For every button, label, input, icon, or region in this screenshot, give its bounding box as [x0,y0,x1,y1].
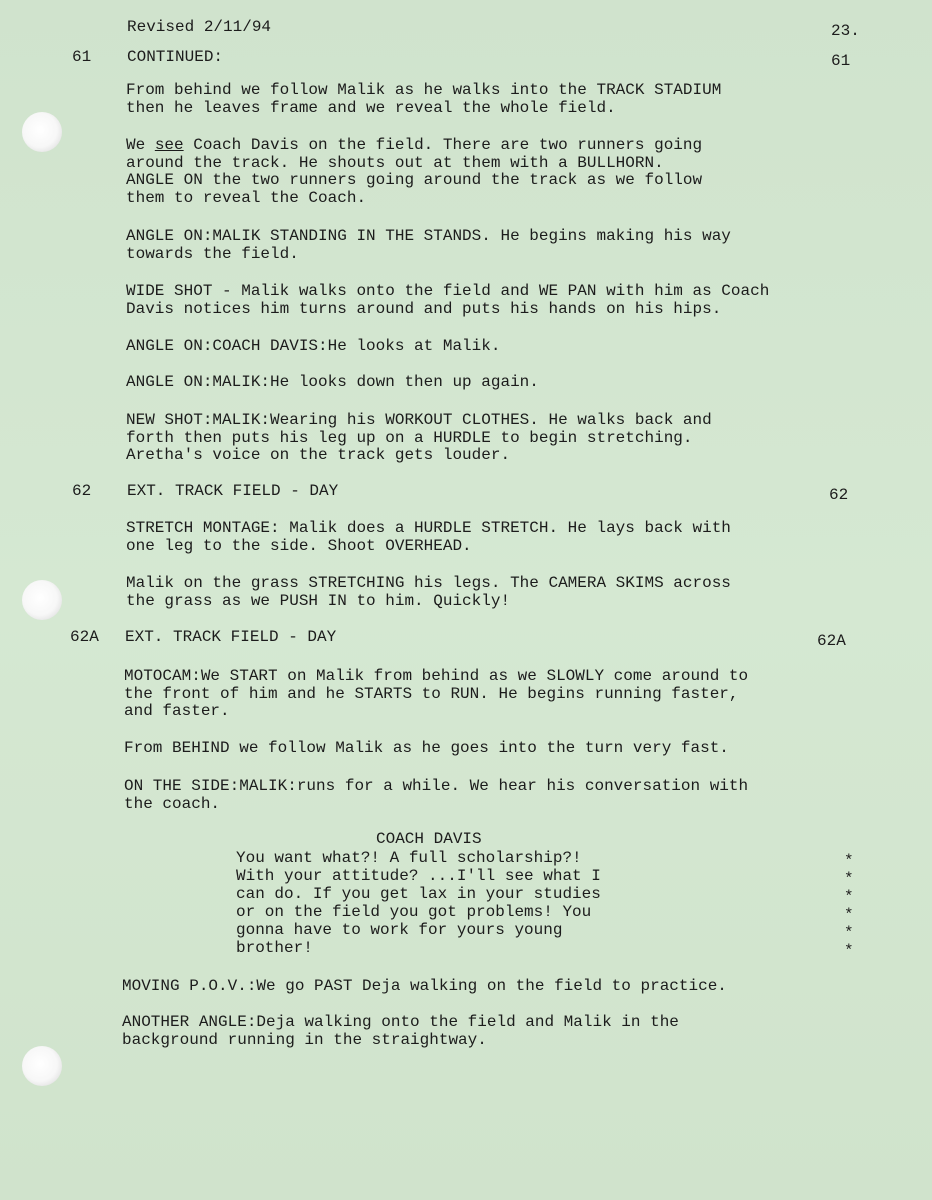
revision-mark: * [844,870,854,888]
action-paragraph: ANGLE ON:MALIK:He looks down then up again. [126,373,539,391]
character-name: COACH DAVIS [376,830,482,848]
continued-label: CONTINUED: [127,48,224,66]
scene-number-left: 62A [70,628,99,646]
page-number: 23. [831,22,860,40]
revision-mark: * [844,888,854,906]
scene-number-right: 62A [817,632,846,650]
action-paragraph: ANOTHER ANGLE:Deja walking onto the field and Malik in the background running in the straightway. [122,1013,679,1049]
action-paragraph [126,137,866,208]
underlined-word: see [154,136,184,154]
action-paragraph: NEW SHOT:MALIK:Wearing his WORKOUT CLOTHES. He walks back and forth then puts his leg up on a HURDLE to begin stretching. Aretha's voice on the track gets louder. [126,411,712,465]
revision-mark: * [844,924,854,942]
scene-heading: EXT. TRACK FIELD - DAY [125,628,337,646]
revision-mark: * [844,942,854,960]
punch-hole-bottom [22,1046,62,1086]
action-paragraph: ON THE SIDE:MALIK:runs for a while. We hear his conversation with the coach. [124,777,749,813]
paragraph-prefix: We [126,136,155,154]
action-paragraph: From behind we follow Malik as he walks into the TRACK STADIUM then he leaves frame and we reveal the whole field. [126,81,722,117]
action-paragraph: ANGLE ON:COACH DAVIS:He looks at Malik. [126,337,501,355]
action-paragraph: STRETCH MONTAGE: Malik does a HURDLE STRETCH. He lays back with one leg to the side. Shoot OVERHEAD. [126,519,731,555]
action-paragraph: Malik on the grass STRETCHING his legs. The CAMERA SKIMS across the grass as we PUSH IN to him. Quickly! [126,574,731,610]
revision-date: Revised 2/11/94 [127,18,272,36]
scene-number-left: 62 [72,482,92,500]
scene-number-right: 62 [829,486,849,504]
scene-number-left: 61 [72,48,92,66]
action-paragraph: WIDE SHOT - Malik walks onto the field and WE PAN with him as Coach Davis notices him turns around and puts his hands on his hips. [126,282,770,318]
action-paragraph: MOTOCAM:We START on Malik from behind as we SLOWLY come around to the front of him and he STARTS to RUN. He begins running faster, and faster. [124,667,749,721]
revision-mark: * [844,852,854,870]
revision-mark: * [844,906,854,924]
action-paragraph: ANGLE ON:MALIK STANDING IN THE STANDS. He begins making his way towards the field. [126,227,731,263]
action-paragraph: MOVING P.O.V.:We go PAST Deja walking on the field to practice. [122,977,727,995]
paragraph-rest: Coach Davis on the field. There are two runners going around the track. He shouts out at them with a BULLHORN. ANGLE ON the two runners going around the track as we follow them to reveal the Coach. [126,136,703,208]
dialogue-block: You want what?! A full scholarship?! With your attitude? ...I'll see what I can do. If you get lax in your studies or on the field you got problems! You gonna have to work for yours young brother! [236,849,601,957]
scene-number-right: 61 [831,52,851,70]
scene-heading: EXT. TRACK FIELD - DAY [127,482,339,500]
action-paragraph: From BEHIND we follow Malik as he goes into the turn very fast. [124,739,729,757]
punch-hole-middle [22,580,62,620]
punch-hole-top [22,112,62,152]
